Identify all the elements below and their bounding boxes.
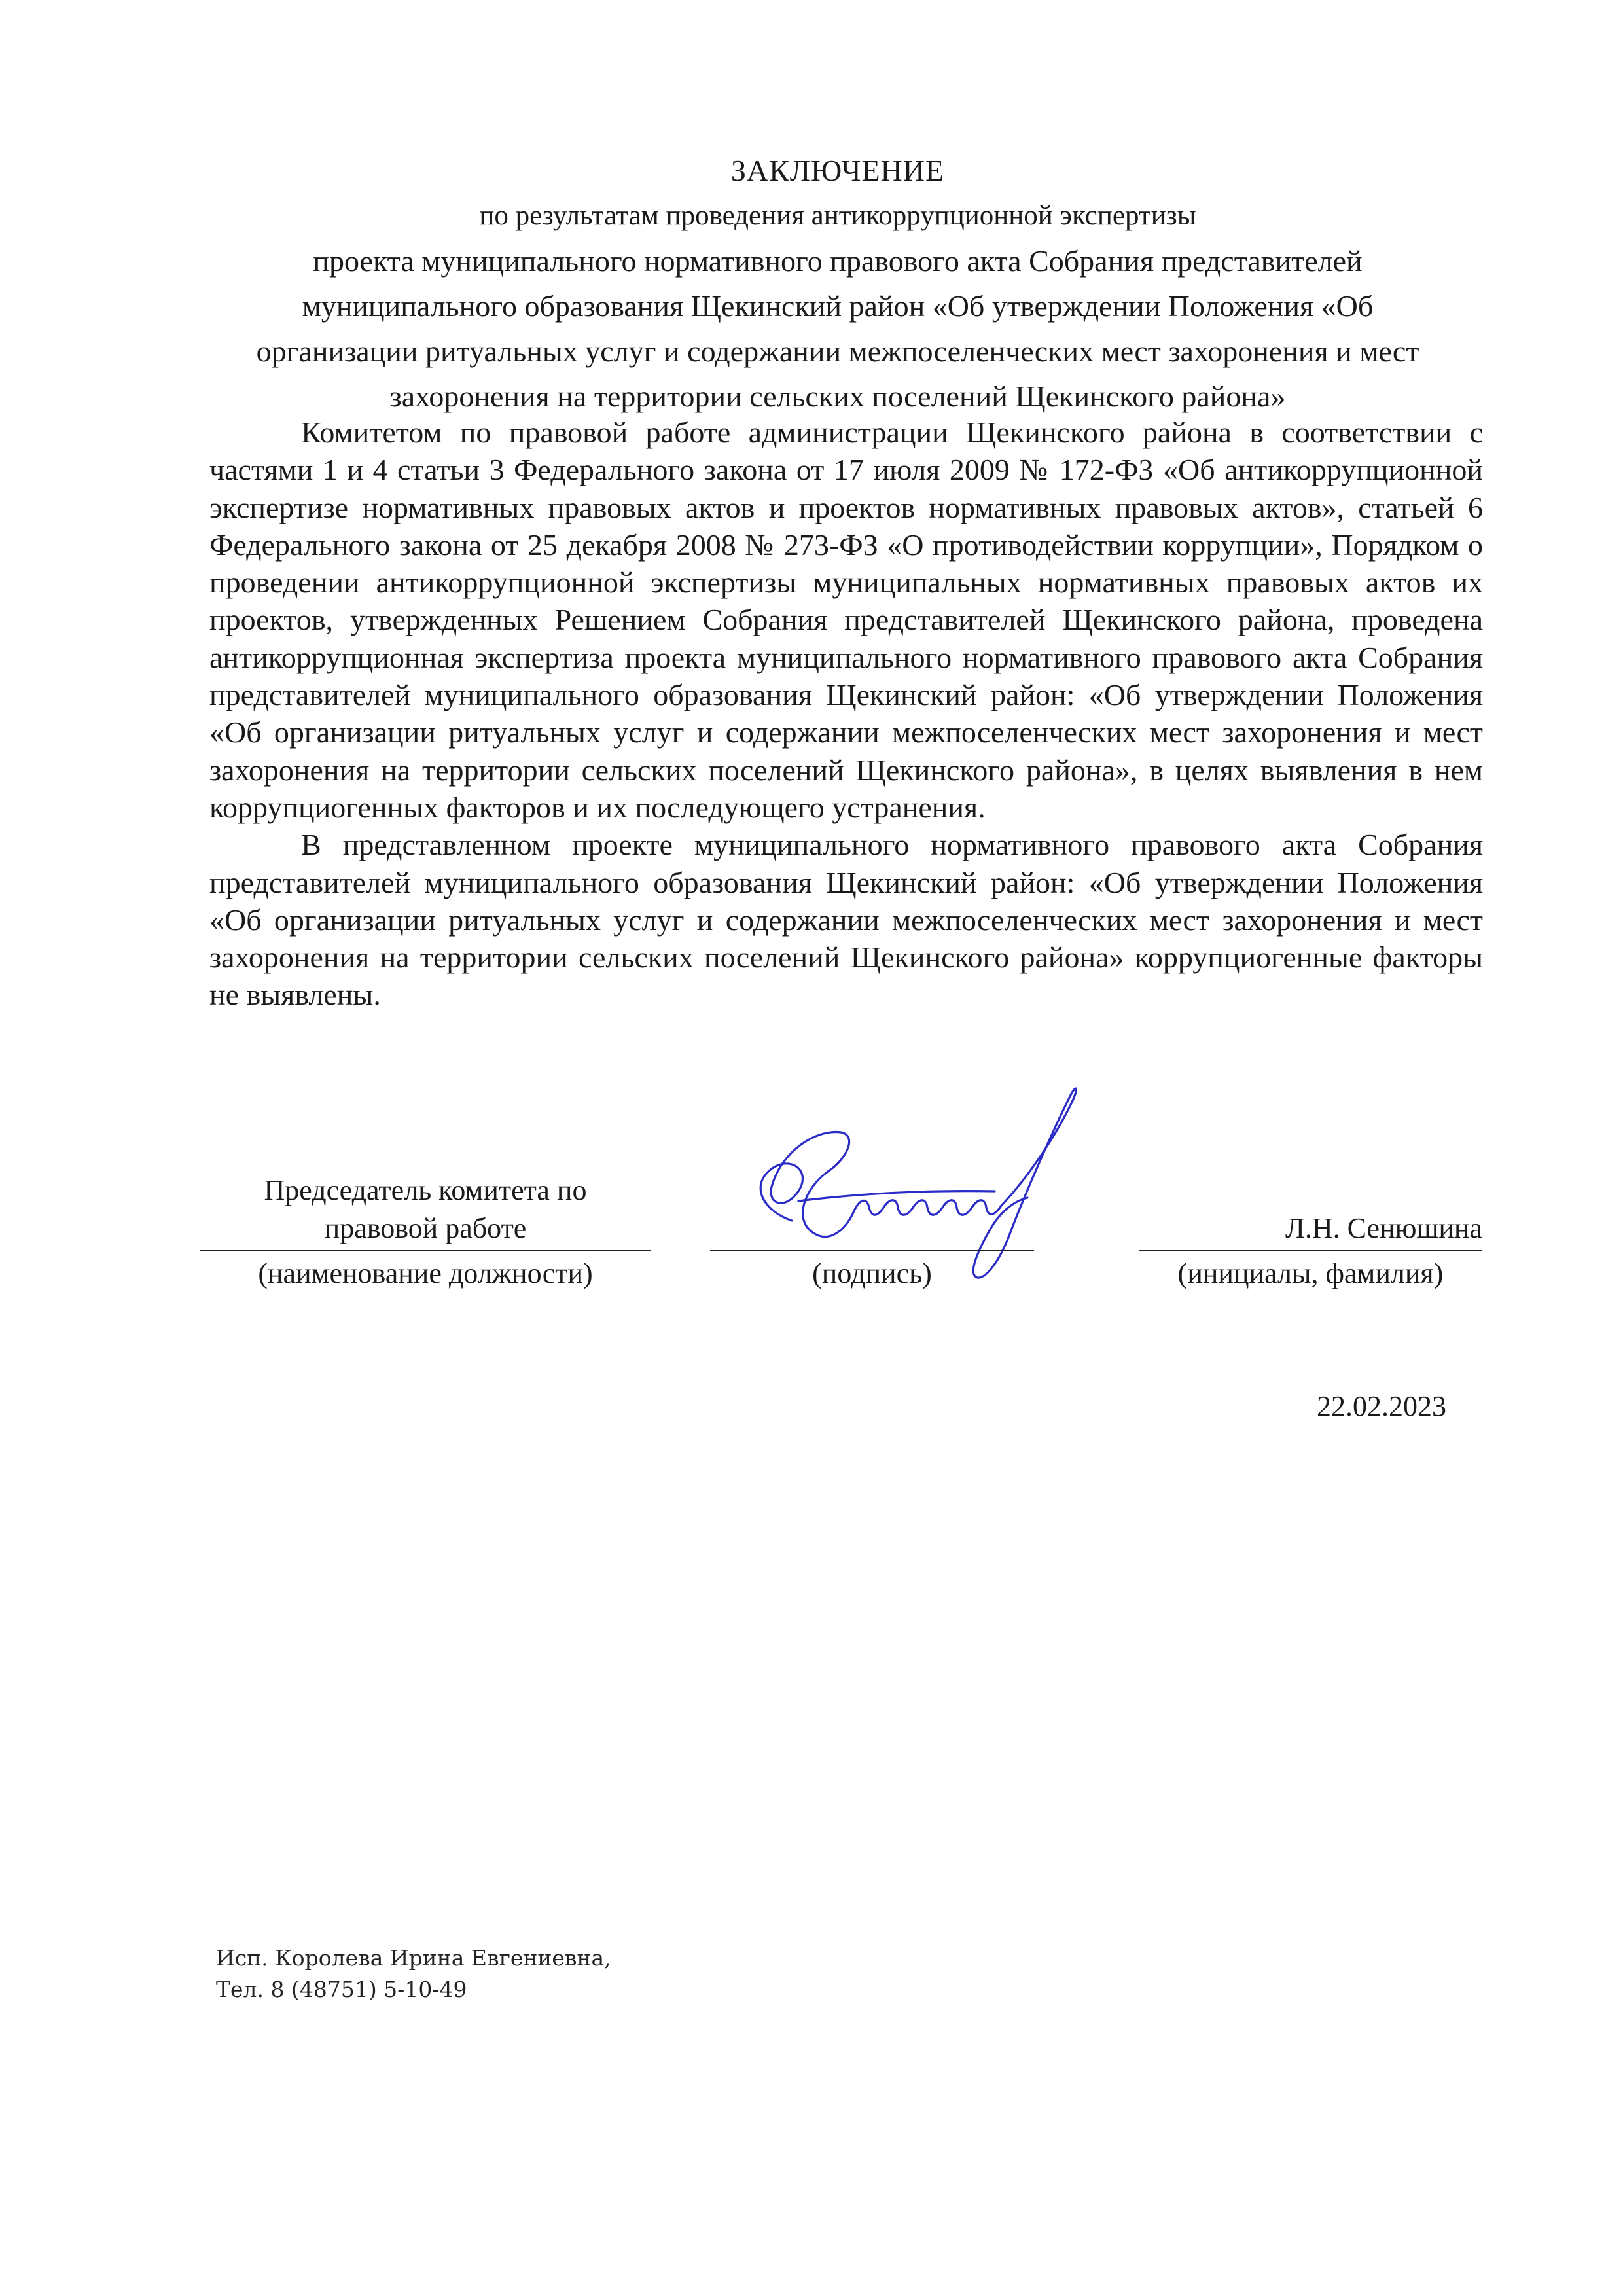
signature-block xyxy=(0,1172,1623,1329)
signature-underline xyxy=(710,1250,1034,1251)
position-caption: (наименование должности) xyxy=(258,1257,593,1289)
subtitle-line: захоронения на территории сельских поселений Щекинского района» xyxy=(389,380,1286,413)
document-body xyxy=(209,414,1483,1014)
subtitle-line: по результатам проведения антикоррупционной экспертизы xyxy=(479,200,1196,231)
signature-caption: (подпись) xyxy=(812,1257,932,1289)
name-underline xyxy=(1139,1250,1482,1251)
document-date: 22.02.2023 xyxy=(1317,1390,1446,1422)
body-paragraph: Комитетом по правовой работе администрации Щекинского района в соответствии с частями 1 и 4 статьи 3 Федерального закона от 17 июля 2009 № 172-ФЗ «Об антикоррупционной экспертизе нормативных правовых актов и проектов нормативных правовых актов», статьей 6 Федерального закона от 25 декабря 2008 № 273-ФЗ «О противодействии коррупции», Порядком о проведении антикоррупционной экспертизы муниципальных нормативных правовых актов их проектов, утвержденных Решением Собрания представителей Щекинского района, проведена антикоррупционная экспертиза проекта муниципального нормативного правового акта Собрания представителей муниципального образования Щекинский район: «Об утверждении Положения «Об организации ритуальных услуг и содержании межпоселенческих мест захоронения и мест захоронения на территории сельских поселений Щекинского района», в целях выявления в нем коррупциогенных факторов и их последующего устранения. xyxy=(209,416,1483,824)
position-title xyxy=(200,1172,651,1247)
position-line: Председатель комитета по xyxy=(264,1174,587,1206)
document-title: ЗАКЛЮЧЕНИЕ xyxy=(730,154,945,187)
position-line: правовой работе xyxy=(324,1212,527,1244)
subtitle-line: проекта муниципального нормативного правового акта Собрания представителей xyxy=(313,244,1363,278)
name-caption: (инициалы, фамилия) xyxy=(1177,1257,1444,1289)
executor-phone: Тел. 8 (48751) 5-10-49 xyxy=(216,1977,467,2002)
body-paragraph: В представленном проекте муниципального нормативного правового акта Собрания представителей муниципального образования Щекинский район: «Об утверждении Положения «Об организации ритуальных услуг и содержании межпоселенческих мест захоронения и мест захоронения на территории сельских поселений Щекинского района» коррупциогенные факторы не выявлены. xyxy=(209,828,1483,1012)
executor-info xyxy=(216,1943,611,2005)
executor-name: Исп. Королева Ирина Евгениевна, xyxy=(216,1945,611,1971)
subtitle-line: муниципального образования Щекинский район «Об утверждении Положения «Об xyxy=(302,289,1374,323)
document-header xyxy=(196,148,1479,419)
position-underline xyxy=(200,1250,651,1251)
signer-name: Л.Н. Сенюшина xyxy=(1285,1212,1482,1244)
subtitle-line: организации ритуальных услуг и содержании межпоселенческих мест захоронения и мест xyxy=(256,334,1419,368)
